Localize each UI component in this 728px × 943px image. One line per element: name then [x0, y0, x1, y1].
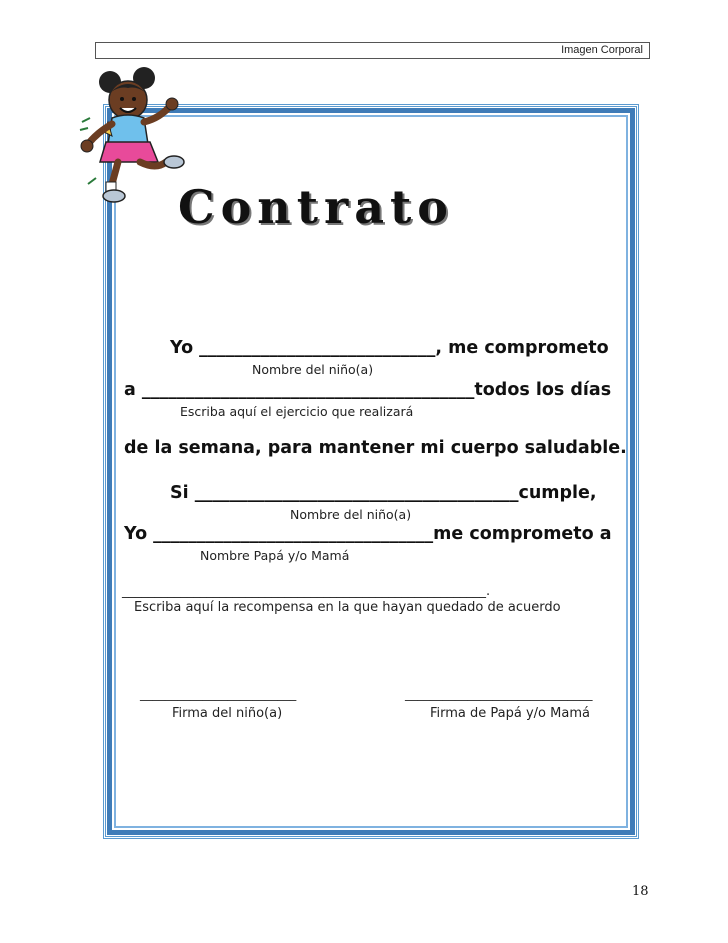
line-reward: ________________________________________________________.	[122, 584, 491, 599]
line-if-child-complies: Si _____________________________________cumple,	[170, 483, 597, 503]
line-child-commitment: Yo ___________________________, me comprometo	[170, 338, 609, 358]
caption-child-name-2: Nombre del niño(a)	[290, 507, 412, 522]
caption-child-name: Nombre del niño(a)	[252, 362, 374, 377]
line-exercise: a ______________________________________todos los días	[124, 380, 612, 400]
header-title: Imagen Corporal	[561, 44, 643, 56]
signature-line-child: _________________________	[140, 686, 297, 701]
girl-jumping-icon	[78, 66, 186, 206]
caption-parent-name: Nombre Papá y/o Mamá	[200, 548, 350, 563]
contract-title: Contrato	[178, 180, 454, 234]
header-bar	[95, 42, 650, 59]
signature-label-child: Firma del niño(a)	[172, 706, 283, 721]
caption-exercise: Escriba aquí el ejercicio que realizará	[180, 404, 414, 419]
signature-label-parent: Firma de Papá y/o Mamá	[430, 706, 590, 721]
caption-reward: Escriba aquí la recompensa en la que hayan quedado de acuerdo	[134, 600, 561, 615]
line-parent-commitment: Yo ________________________________me comprometo a	[124, 524, 612, 544]
line-healthy-body: de la semana, para mantener mi cuerpo saludable.	[124, 438, 627, 458]
page-number: 18	[632, 884, 649, 899]
signature-line-parent: ______________________________	[405, 686, 593, 701]
